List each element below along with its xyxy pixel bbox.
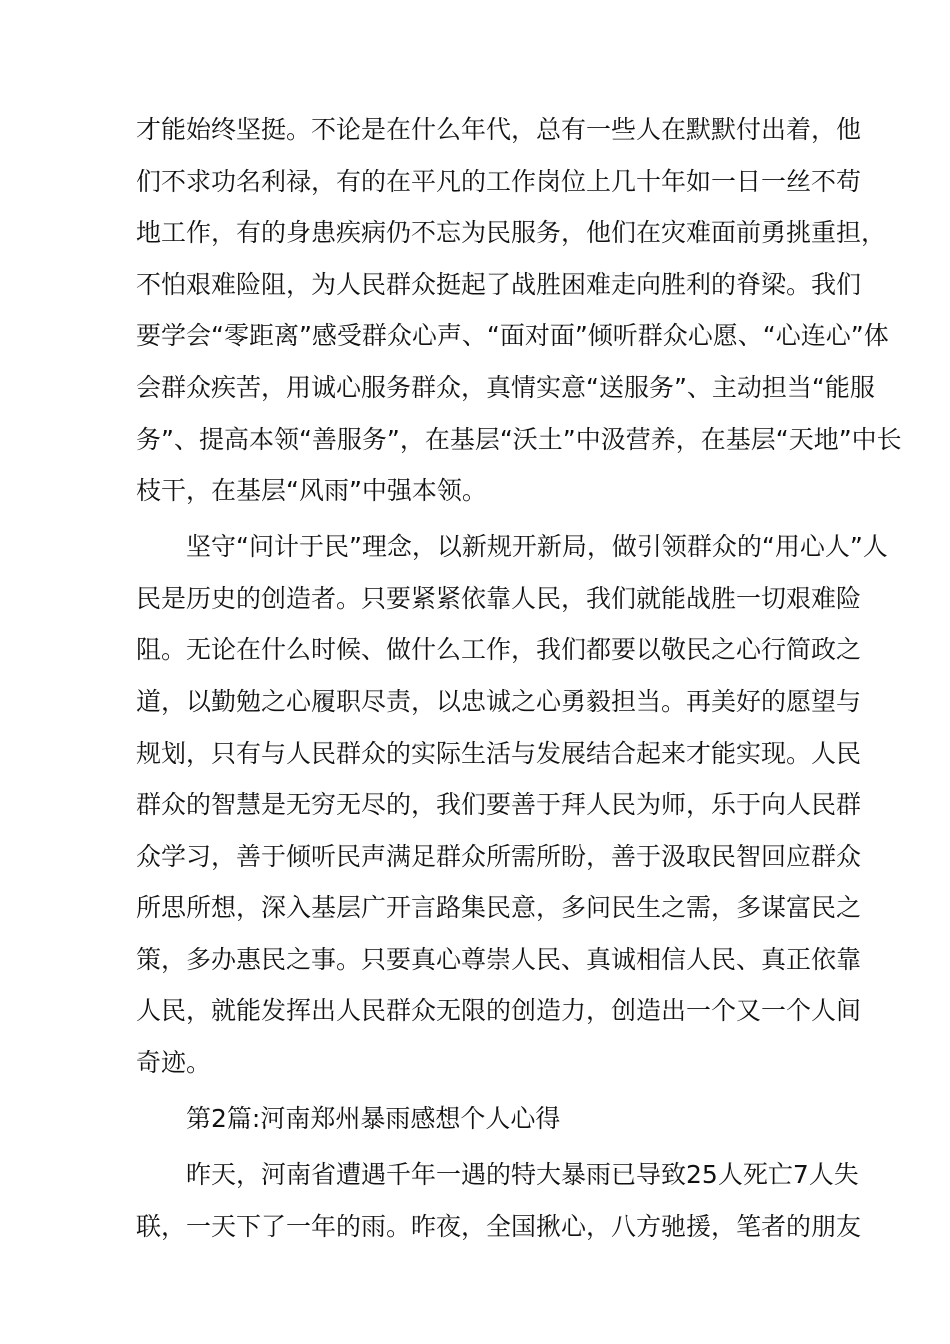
text-line: 策，多办惠民之事。只要真心尊崇人民、真诚相信人民、真正依靠 xyxy=(136,945,862,974)
text-line: 联，一天下了一年的雨。昨夜，全国揪心，八方驰援，笔者的朋友 xyxy=(136,1212,862,1241)
text-line: 第2篇:河南郑州暴雨感想个人心得 xyxy=(186,1104,561,1133)
text-line: 坚守“问计于民”理念，以新规开新局，做引领群众的“用心人”人 xyxy=(186,532,888,561)
text-line: 群众的智慧是无穷无尽的，我们要善于拜人民为师，乐于向人民群 xyxy=(136,790,862,819)
text-line: 们不求功名利禄，有的在平凡的工作岗位上几十年如一日一丝不苟 xyxy=(136,167,862,196)
text-line: 要学会“零距离”感受群众心声、“面对面”倾听群众心愿、“心连心”体 xyxy=(136,321,889,350)
text-line: 规划，只有与人民群众的实际生活与发展结合起来才能实现。人民 xyxy=(136,739,862,768)
text-line: 务”、提高本领“善服务”，在基层“沃土”中汲营养，在基层“天地”中长 xyxy=(136,425,902,454)
text-line: 奇迹。 xyxy=(136,1048,212,1077)
text-line: 民是历史的创造者。只要紧紧依靠人民，我们就能战胜一切艰难险 xyxy=(136,584,862,613)
text-line: 枝干，在基层“风雨”中强本领。 xyxy=(136,476,487,505)
text-line: 地工作，有的身患疾病仍不忘为民服务，他们在灾难面前勇挑重担， xyxy=(136,218,887,247)
text-line: 昨天，河南省遭遇千年一遇的特大暴雨已导致25人死亡7人失 xyxy=(186,1160,859,1189)
text-line: 不怕艰难险阻，为人民群众挺起了战胜困难走向胜利的脊梁。我们 xyxy=(136,270,862,299)
text-line: 才能始终坚挺。不论是在什么年代，总有一些人在默默付出着，他 xyxy=(136,115,862,144)
text-line: 道，以勤勉之心履职尽责，以忠诚之心勇毅担当。再美好的愿望与 xyxy=(136,687,862,716)
text-line: 人民，就能发挥出人民群众无限的创造力，创造出一个又一个人间 xyxy=(136,996,862,1025)
text-line: 所思所想，深入基层广开言路集民意，多问民生之需，多谋富民之 xyxy=(136,893,862,922)
text-line: 众学习，善于倾听民声满足群众所需所盼，善于汲取民智回应群众 xyxy=(136,842,862,871)
text-line: 会群众疾苦，用诚心服务群众，真情实意“送服务”、主动担当“能服 xyxy=(136,373,875,402)
text-line: 阻。无论在什么时候、做什么工作，我们都要以敬民之心行简政之 xyxy=(136,635,862,664)
